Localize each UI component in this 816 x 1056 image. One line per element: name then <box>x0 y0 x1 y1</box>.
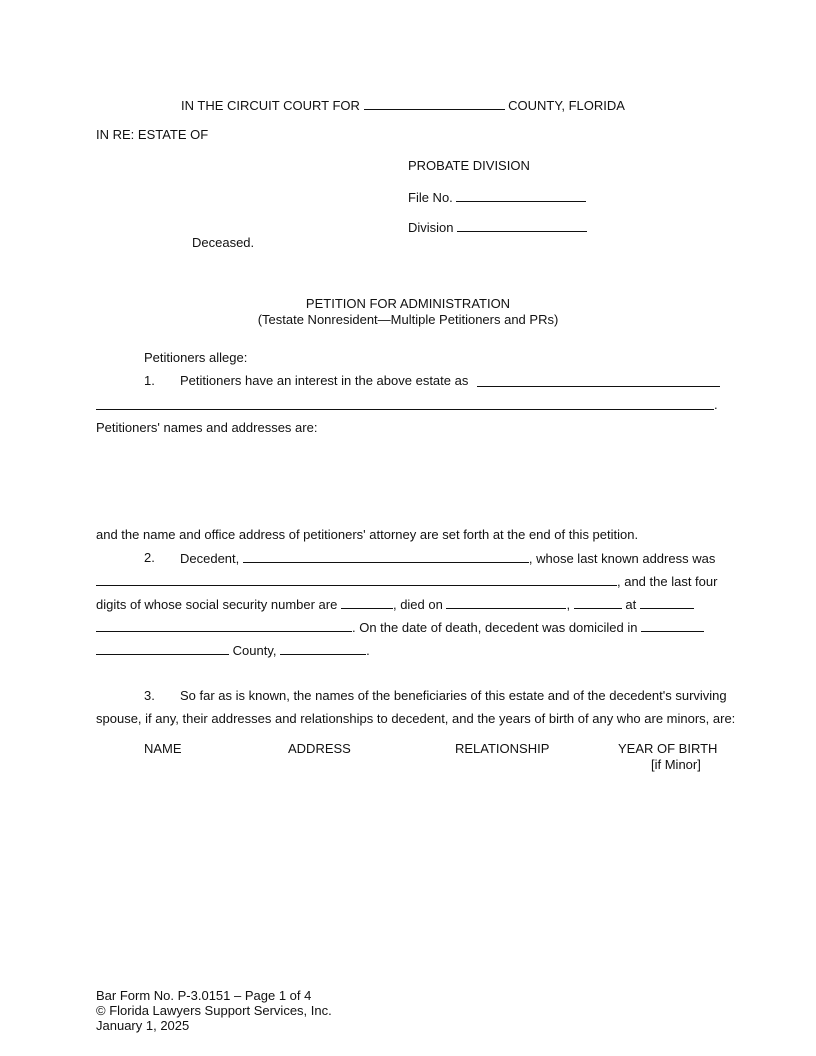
at-label: at <box>625 597 637 612</box>
petitioners-names-addresses: Petitioners' names and addresses are: <box>96 420 318 435</box>
date-comma: , <box>566 597 571 612</box>
paragraph-3-number: 3. <box>144 688 155 703</box>
last-known-address-label: , whose last known address was <box>528 551 716 566</box>
division-label: Division <box>408 220 454 235</box>
paragraph-2-line-3 <box>96 596 694 613</box>
paragraph-2-line-5 <box>96 642 370 659</box>
division-field <box>408 219 587 236</box>
paragraph-2-line-4 <box>96 619 704 636</box>
footer-form-number: Bar Form No. P-3.0151 – Page 1 of 4 <box>96 988 312 1003</box>
county-label: County, <box>232 643 277 658</box>
paragraph-1-text: Petitioners have an interest in the above estate as <box>180 373 469 388</box>
file-no-label: File No. <box>408 190 453 205</box>
header-name: NAME <box>144 741 182 756</box>
date-of-death-blank[interactable] <box>446 596 566 609</box>
petitioners-allege: Petitioners allege: <box>144 350 248 365</box>
year-of-death-blank[interactable] <box>574 596 622 609</box>
document-title: PETITION FOR ADMINISTRATION <box>305 296 511 311</box>
court-heading <box>181 97 625 114</box>
division-blank[interactable] <box>457 219 587 232</box>
domicile-label: . On the date of death, decedent was domiciled in <box>352 620 638 635</box>
court-suffix: COUNTY, FLORIDA <box>508 98 625 113</box>
last-four-label: , and the last four <box>617 574 718 589</box>
paragraph-2-line-2 <box>96 573 717 590</box>
died-on-label: , died on <box>392 597 443 612</box>
last-known-address-blank[interactable] <box>96 573 617 586</box>
deceased-label: Deceased. <box>192 235 255 250</box>
probate-division-label: PROBATE DIVISION <box>408 158 530 173</box>
paragraph-1-period: . <box>714 397 718 412</box>
footer-copyright: © Florida Lawyers Support Services, Inc. <box>96 1003 332 1018</box>
domicile-county-blank[interactable] <box>96 642 229 655</box>
attorney-statement: and the name and office address of petitioners' attorney are set forth at the end of this petition. <box>96 527 639 542</box>
place-of-death-blank[interactable] <box>640 596 694 609</box>
file-no-blank[interactable] <box>456 189 586 202</box>
file-no-field <box>408 189 586 206</box>
ssn-label: digits of whose social security number are <box>96 597 338 612</box>
paragraph-3-line-2: spouse, if any, their addresses and relationships to decedent, and the years of birth of any who are minors, are: <box>96 711 736 726</box>
place-of-death-blank-continued[interactable] <box>96 619 352 632</box>
ssn-last-four-blank[interactable] <box>341 596 393 609</box>
footer-date: January 1, 2025 <box>96 1018 190 1033</box>
header-address: ADDRESS <box>288 741 351 756</box>
header-if-minor: [if Minor] <box>651 757 701 772</box>
header-year-of-birth: YEAR OF BIRTH <box>618 741 718 756</box>
paragraph-2-number: 2. <box>144 550 155 565</box>
paragraph-2-line-1 <box>180 550 715 567</box>
decedent-label: Decedent, <box>180 551 240 566</box>
paragraph-2-period: . <box>366 643 370 658</box>
interest-blank-continued[interactable] <box>96 409 714 410</box>
decedent-name-blank[interactable] <box>243 550 529 563</box>
court-prefix: IN THE CIRCUIT COURT FOR <box>181 98 360 113</box>
domicile-state-blank[interactable] <box>280 642 366 655</box>
county-blank[interactable] <box>364 97 505 110</box>
header-relationship: RELATIONSHIP <box>455 741 550 756</box>
domicile-blank[interactable] <box>641 619 704 632</box>
in-re-label: IN RE: ESTATE OF <box>96 127 209 142</box>
paragraph-1-number: 1. <box>144 373 155 388</box>
document-subtitle: (Testate Nonresident—Multiple Petitioners and PRs) <box>257 312 559 327</box>
paragraph-3-line-1: So far as is known, the names of the beneficiaries of this estate and of the decedent's surviving <box>180 688 727 703</box>
interest-blank[interactable] <box>477 386 720 387</box>
